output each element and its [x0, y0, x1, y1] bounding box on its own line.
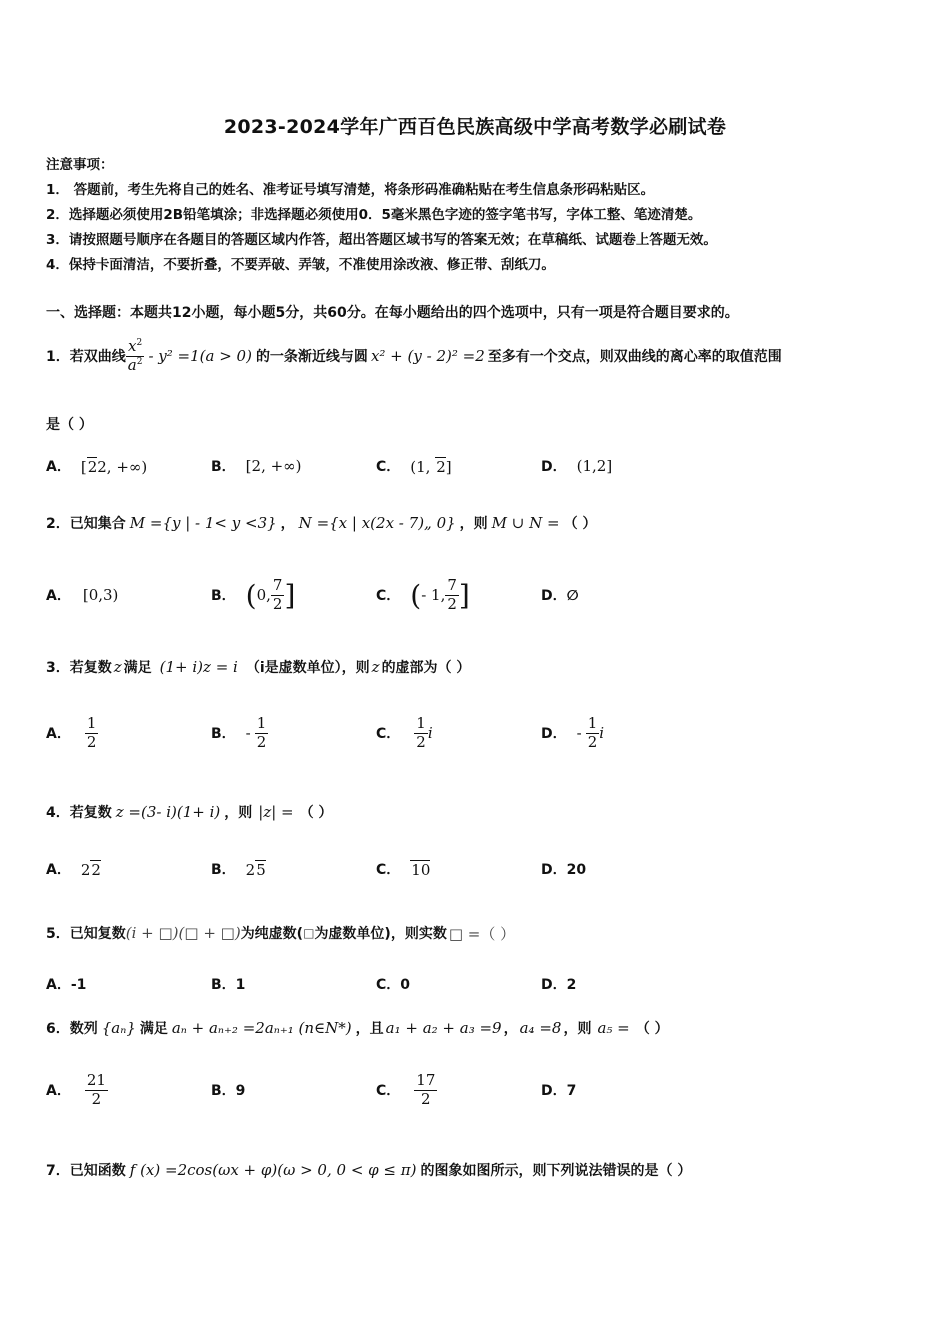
q6-option-a-value: $\frac{21}{2}$	[86, 1071, 106, 1108]
q5-expression: (i + □)(□ + □)	[125, 924, 241, 942]
q1-mid: 的一条渐近线与圆	[255, 349, 368, 365]
question-6: 6．数列 {aₙ} 满足 aₙ + aₙ₊₂ =2aₙ₊₁ (n∈N*) ，且 a₁ + a₂ + a₃ =9 ， a₄ =8 ，则 a₅ = （ ）	[46, 1019, 669, 1037]
q3-equation: (1+ i)z = i	[159, 658, 238, 676]
q4-option-b[interactable]: B． 25	[211, 860, 266, 879]
q3-option-a[interactable]: A． $\frac{1}{2}$	[46, 714, 97, 751]
notice-item-4: 4．保持卡面清洁，不要折叠，不要弄破、弄皱，不准使用涂改液、修正带、刮纸刀。	[46, 257, 555, 273]
q1-hyperbola-expr: - y² =1(a > 0)	[148, 347, 252, 365]
q1-option-a[interactable]: A． [22, +∞)	[46, 457, 148, 476]
q2-union: M ∪ N =	[491, 514, 560, 532]
q2-option-d[interactable]: D．∅	[541, 588, 579, 604]
question-7: 7．已知函数 f (x) =2cos(ωx + φ)(ω > 0, 0 < φ ≤ π) 的图象如图所示，则下列说法错误的是（ ）	[46, 1161, 692, 1179]
q7-function: f (x) =2cos(ωx + φ)(ω > 0, 0 < φ ≤ π)	[129, 1161, 417, 1179]
q2-option-a[interactable]: A． [0,3)	[46, 586, 119, 604]
q1-option-a-value: [22, +∞)	[80, 457, 148, 476]
q6-option-a[interactable]: A． $\frac{21}{2}$	[46, 1071, 106, 1108]
page-title: 2023-2024学年广西百色民族高级中学高考数学必刷试卷	[223, 116, 727, 138]
q1-option-c-value: (1, 2]	[410, 457, 452, 476]
q4-option-a-value: 22	[80, 860, 101, 879]
q4-option-a[interactable]: A． 22	[46, 860, 101, 879]
q5-option-b[interactable]: B．1	[211, 977, 246, 993]
q2-option-b[interactable]: B． ( 0, $\frac{7}{2}$ ]	[211, 576, 296, 613]
q2-option-c-value: ( - 1, $\frac{7}{2}$ ]	[410, 576, 470, 613]
q4-option-c-value: 10	[411, 860, 431, 879]
q3-option-b[interactable]: B． - $\frac{1}{2}$	[211, 714, 267, 751]
q2-prefix: 2．已知集合	[46, 516, 126, 532]
q4-option-b-value: 25	[245, 860, 266, 879]
notice-heading: 注意事项：	[46, 157, 114, 173]
q5-option-d[interactable]: D．2	[541, 977, 577, 993]
q2-option-b-value: ( 0, $\frac{7}{2}$ ]	[245, 576, 296, 613]
q6-sequence: {aₙ}	[101, 1019, 136, 1037]
q3-option-d-value: $\frac{1}{2}$	[587, 714, 598, 751]
q1-option-d-value: (1,2]	[576, 457, 613, 475]
q1-option-d[interactable]: D． (1,2]	[541, 457, 613, 475]
notice-item-3: 3．请按照题号顺序在各题目的答题区域内作答，超出答题区域书写的答案无效；在草稿纸、试题卷上答题无效。	[46, 232, 717, 248]
q6-a4: a₄ =8	[519, 1019, 562, 1037]
q6-option-b[interactable]: B．9	[211, 1083, 246, 1099]
q3-option-c-value: $\frac{1}{2}$	[416, 714, 426, 751]
q4-equation: z =(3- i)(1+ i)	[115, 803, 221, 821]
q4-option-c[interactable]: C． 10	[376, 860, 431, 879]
q6-option-d[interactable]: D．7	[541, 1083, 577, 1099]
q1-circle-expr: x² + (y - 2)² =2	[370, 347, 485, 365]
q3-option-b-value: $\frac{1}{2}$	[256, 714, 267, 751]
q1-line2: 是（ ）	[46, 417, 93, 433]
q1-suffix: 至多有一个交点，则双曲线的离心率的取值范围	[487, 349, 782, 365]
question-3: 3．若复数 z 满足 (1+ i)z = i （i是虚数单位），则 z 的虚部为（ ）	[46, 658, 471, 676]
q6-option-c[interactable]: C． $\frac{17}{2}$	[376, 1071, 436, 1108]
question-1	[46, 331, 782, 381]
q4-abs-z: |z| =	[258, 803, 294, 821]
q1-option-c[interactable]: C． (1, 2]	[376, 457, 452, 476]
q1-option-b-value: [2, +∞)	[245, 457, 302, 475]
q2-option-a-value: [0,3)	[82, 586, 119, 604]
q6-option-c-value: $\frac{17}{2}$	[416, 1071, 436, 1108]
q2-set-m: M ={y | - 1< y <3}	[129, 514, 277, 532]
q5-option-a[interactable]: A．-1	[46, 977, 87, 993]
notice-item-2: 2．选择题必须使用2B铅笔填涂；非选择题必须使用0．5毫米黑色字迹的签字笔书写，字体工整、笔迹清楚。	[46, 207, 702, 223]
q6-sum: a₁ + a₂ + a₃ =9	[385, 1019, 502, 1037]
q2-set-n: N ={x | x(2x - 7)„ 0}	[298, 514, 456, 532]
section-1-heading: 一、选择题：本题共12小题，每小题5分，共60分。在每小题给出的四个选项中，只有一项是符合题目要求的。	[46, 305, 739, 321]
q5-option-c[interactable]: C．0	[376, 977, 411, 993]
q3-option-d[interactable]: D． - $\frac{1}{2}$ i	[541, 714, 605, 751]
q6-recurrence: aₙ + aₙ₊₂ =2aₙ₊₁ (n∈N*)	[171, 1019, 352, 1037]
question-2: 2．已知集合 M ={y | - 1< y <3} ， N ={x | x(2x - 7)„ 0} ，则 M ∪ N = （ ）	[46, 514, 597, 532]
question-4: 4．若复数 z =(3- i)(1+ i) ，则 |z| = （ ）	[46, 803, 333, 821]
q2-option-c[interactable]: C． ( - 1, $\frac{7}{2}$ ]	[376, 576, 470, 613]
question-5: 5．已知复数 (i + □)(□ + □) 为纯虚数( □ 为虚数单位)，则实数 □ =（ ）	[46, 924, 516, 943]
q1-prefix: 1．若双曲线	[46, 349, 126, 365]
q6-a5: a₅ =	[597, 1019, 630, 1037]
notice-item-1: 1． 答题前，考生先将自己的姓名、准考证号填写清楚，将条形码准确粘贴在考生信息条形码粘贴区。	[46, 182, 655, 198]
q3-option-a-value: $\frac{1}{2}$	[86, 714, 97, 751]
q4-option-d[interactable]: D．20	[541, 862, 587, 878]
q1-option-b[interactable]: B． [2, +∞)	[211, 457, 302, 475]
q1-hyperbola-fraction: $\frac{x^2}{a^2}$	[127, 337, 143, 374]
q3-option-c[interactable]: C． $\frac{1}{2}$ i	[376, 714, 433, 751]
